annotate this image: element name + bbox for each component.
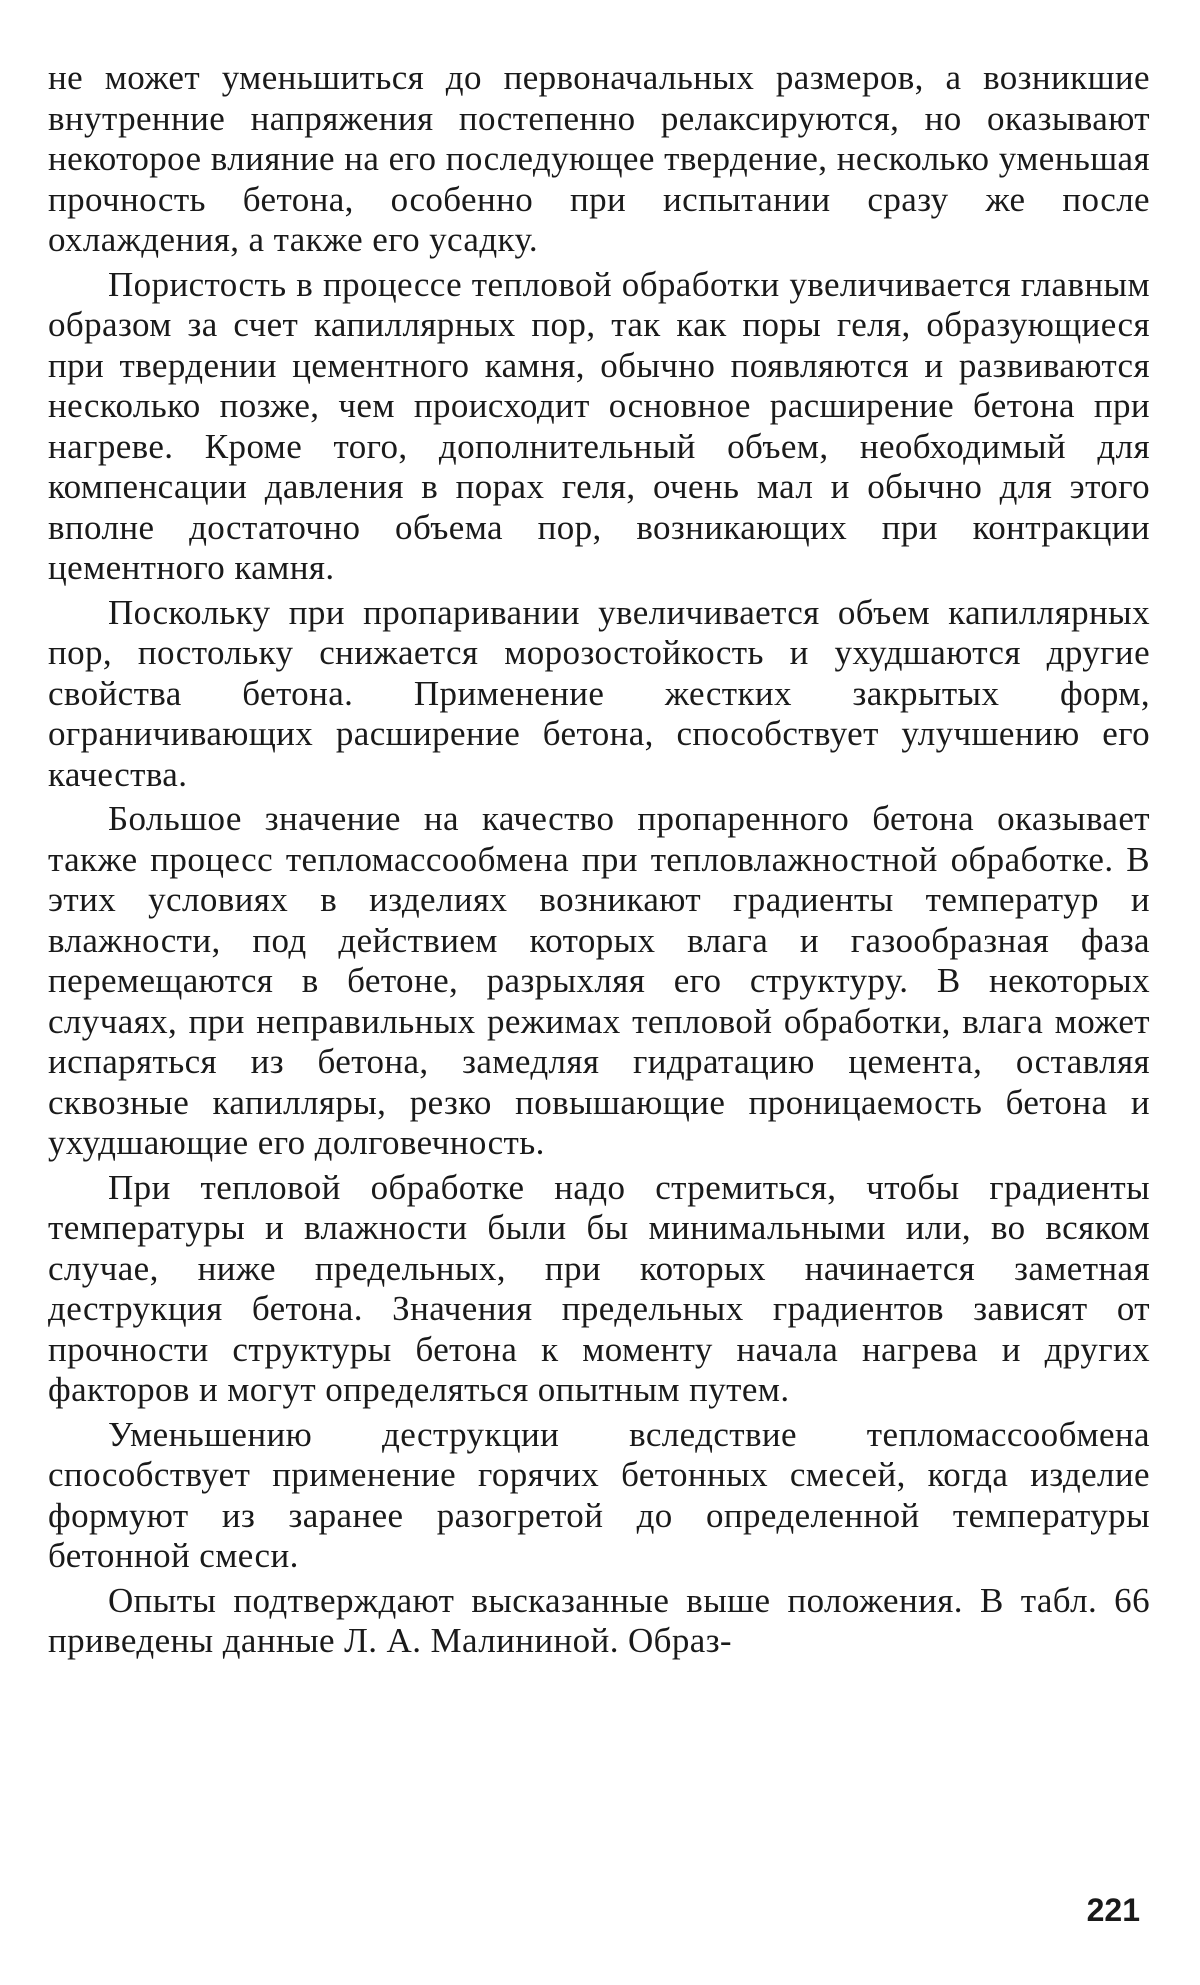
paragraph-7: Опыты подтверждают высказанные выше положения. В табл. 66 приведены данные Л. А. Малининой. Образ- [48,1580,1150,1660]
paragraph-2: Пористость в процессе тепловой обработки увеличивается главным образом за счет капиллярных пор, так как поры геля, образующиеся при твердении цементного камня, обычно появляются и развиваются несколько позже, чем происходит основное расширение бетона при нагреве. Кроме того, дополнительный объем, необходимый для компенсации давления в порах геля, очень мал и обычно для этого вполне достаточно объема пор, возникающих при контракции цементного камня. [48,264,1150,587]
paragraph-1: не может уменьшиться до первоначальных размеров, а возникшие внутренние напряжения постепенно релаксируются, но оказывают некоторое влияние на его последующее твердение, несколько уменьшая прочность бетона, особенно при испытании сразу же после охлаждения, а также его усадку. [48,58,1150,259]
page-body [48,58,1150,1662]
paragraph-6: Уменьшению деструкции вследствие тепломассообмена способствует применение горячих бетонных смесей, когда изделие формуют из заранее разогретой до определенной температуры бетонной смеси. [48,1414,1150,1575]
paragraph-4: Большое значение на качество пропаренного бетона оказывает также процесс тепломассообмена при тепловлажностной обработке. В этих условиях в изделиях возникают градиенты температур и влажности, под действием которых влага и газообразная фаза перемещаются в бетоне, разрыхляя его структуру. В некоторых случаях, при неправильных режимах тепловой обработки, влага может испаряться из бетона, замедляя гидратацию цемента, оставляя сквозные капилляры, резко повышающие проницаемость бетона и ухудшающие его долговечность. [48,799,1150,1162]
page-number: 221 [1086,1892,1140,1928]
paragraph-5: При тепловой обработке надо стремиться, чтобы градиенты температуры и влажности были бы минимальными или, во всяком случае, ниже предельных, при которых начинается заметная деструкция бетона. Значения предельных градиентов зависят от прочности структуры бетона к моменту начала нагрева и других факторов и могут определяться опытным путем. [48,1167,1150,1409]
paragraph-3: Поскольку при пропаривании увеличивается объем капиллярных пор, постольку снижается морозостойкость и ухудшаются другие свойства бетона. Применение жестких закрытых форм, ограничивающих расширение бетона, способствует улучшению его качества. [48,592,1150,794]
